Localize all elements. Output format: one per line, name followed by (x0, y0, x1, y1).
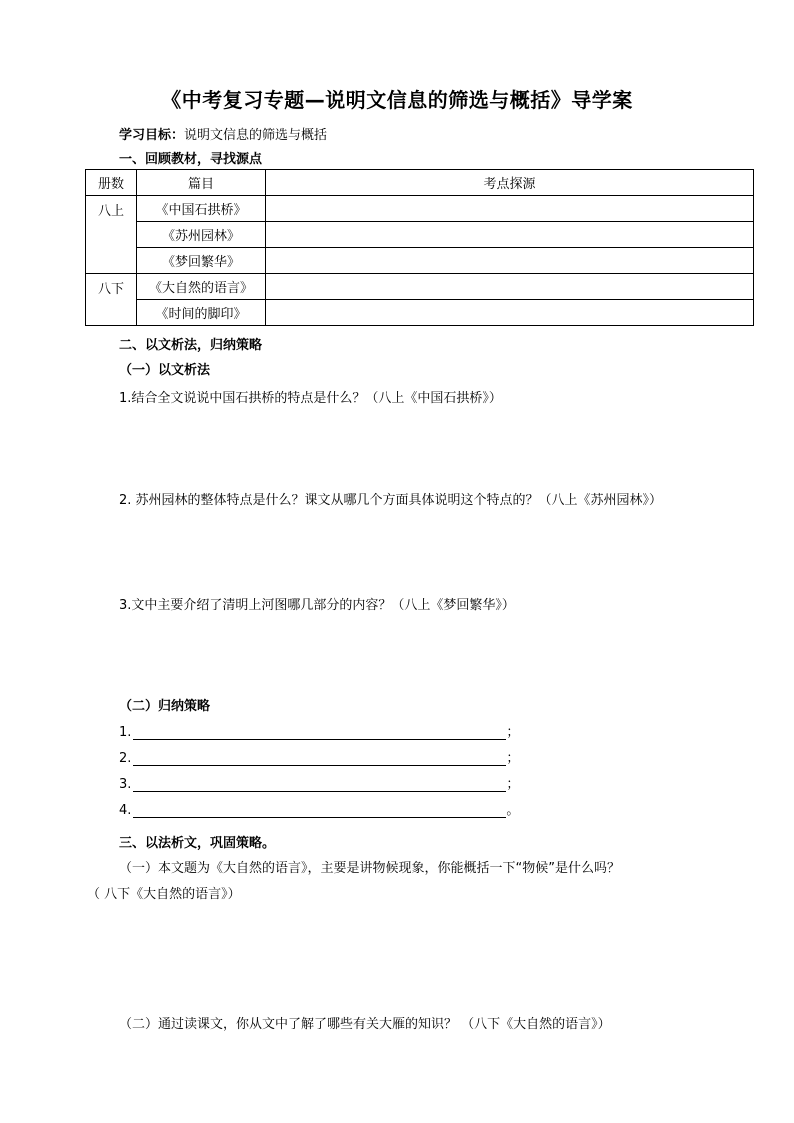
objective-label: 学习目标： (119, 128, 185, 143)
blank-underline[interactable] (133, 725, 506, 740)
title-cell: 《苏州园林》 (137, 222, 266, 248)
section2-sub1: （一）以文析法 (119, 363, 211, 378)
blank-underline[interactable] (133, 803, 506, 818)
blank-number: 4. (119, 803, 132, 818)
blank-end: 。 (506, 803, 520, 818)
header-title: 篇目 (137, 170, 266, 196)
blank-underline[interactable] (133, 751, 506, 766)
source-cell[interactable] (266, 196, 754, 222)
volume-cell: 八下 (86, 274, 137, 326)
section2-heading: 二、以文析法，归纳策略 (119, 338, 263, 353)
table-row (86, 222, 754, 248)
table-row (86, 274, 754, 300)
blank-number: 3. (119, 777, 132, 792)
page-title: 《中考复习专题—说明文信息的筛选与概括》导学案 (161, 88, 633, 112)
source-table (85, 169, 754, 326)
question-1: 1.结合全文说说中国石拱桥的特点是什么？（八上《中国石拱桥》） (119, 391, 502, 406)
table-row (86, 196, 754, 222)
strategy-blank-line[interactable] (119, 721, 519, 740)
blank-end: ； (506, 751, 520, 766)
learning-objective (119, 124, 327, 143)
section3-heading: 三、以法析文，巩固策略。 (119, 836, 276, 851)
section3-question-1-line1: （一）本文题为《大自然的语言》，主要是讲物候现象，你能概括一下“物候”是什么吗？ (119, 861, 620, 876)
blank-end: ； (506, 777, 520, 792)
question-3: 3.文中主要介绍了清明上河图哪几部分的内容？（八上《梦回繁华》） (119, 598, 515, 613)
blank-end: ； (506, 725, 520, 740)
strategy-blank-line[interactable] (119, 773, 519, 792)
section1-heading: 一、回顾教材，寻找源点 (119, 152, 263, 167)
section3-question-1-line2: （ 八下《大自然的语言》） (87, 887, 241, 902)
table-header-row (86, 170, 754, 196)
strategy-blank-line[interactable] (119, 747, 519, 766)
table-row (86, 248, 754, 274)
title-cell: 《大自然的语言》 (137, 274, 266, 300)
section3-question-2: （二）通过读课文，你从文中了解了哪些有关大雁的知识？ （八下《大自然的语言》） (119, 1017, 611, 1032)
section2-sub2: （二）归纳策略 (119, 699, 211, 714)
source-cell[interactable] (266, 274, 754, 300)
blank-underline[interactable] (133, 777, 506, 792)
title-cell: 《梦回繁华》 (137, 248, 266, 274)
header-source: 考点探源 (266, 170, 754, 196)
source-cell[interactable] (266, 248, 754, 274)
source-cell[interactable] (266, 300, 754, 326)
objective-text: 说明文信息的筛选与概括 (184, 128, 328, 143)
question-2: 2. 苏州园林的整体特点是什么？课文从哪几个方面具体说明这个特点的？（八上《苏州园林》） (119, 493, 663, 508)
source-cell[interactable] (266, 222, 754, 248)
strategy-blank-line[interactable] (119, 799, 519, 818)
blank-number: 2. (119, 751, 132, 766)
volume-cell: 八上 (86, 196, 137, 274)
title-cell: 《时间的脚印》 (137, 300, 266, 326)
table-row (86, 300, 754, 326)
blank-number: 1. (119, 725, 132, 740)
title-cell: 《中国石拱桥》 (137, 196, 266, 222)
header-volume: 册数 (86, 170, 137, 196)
